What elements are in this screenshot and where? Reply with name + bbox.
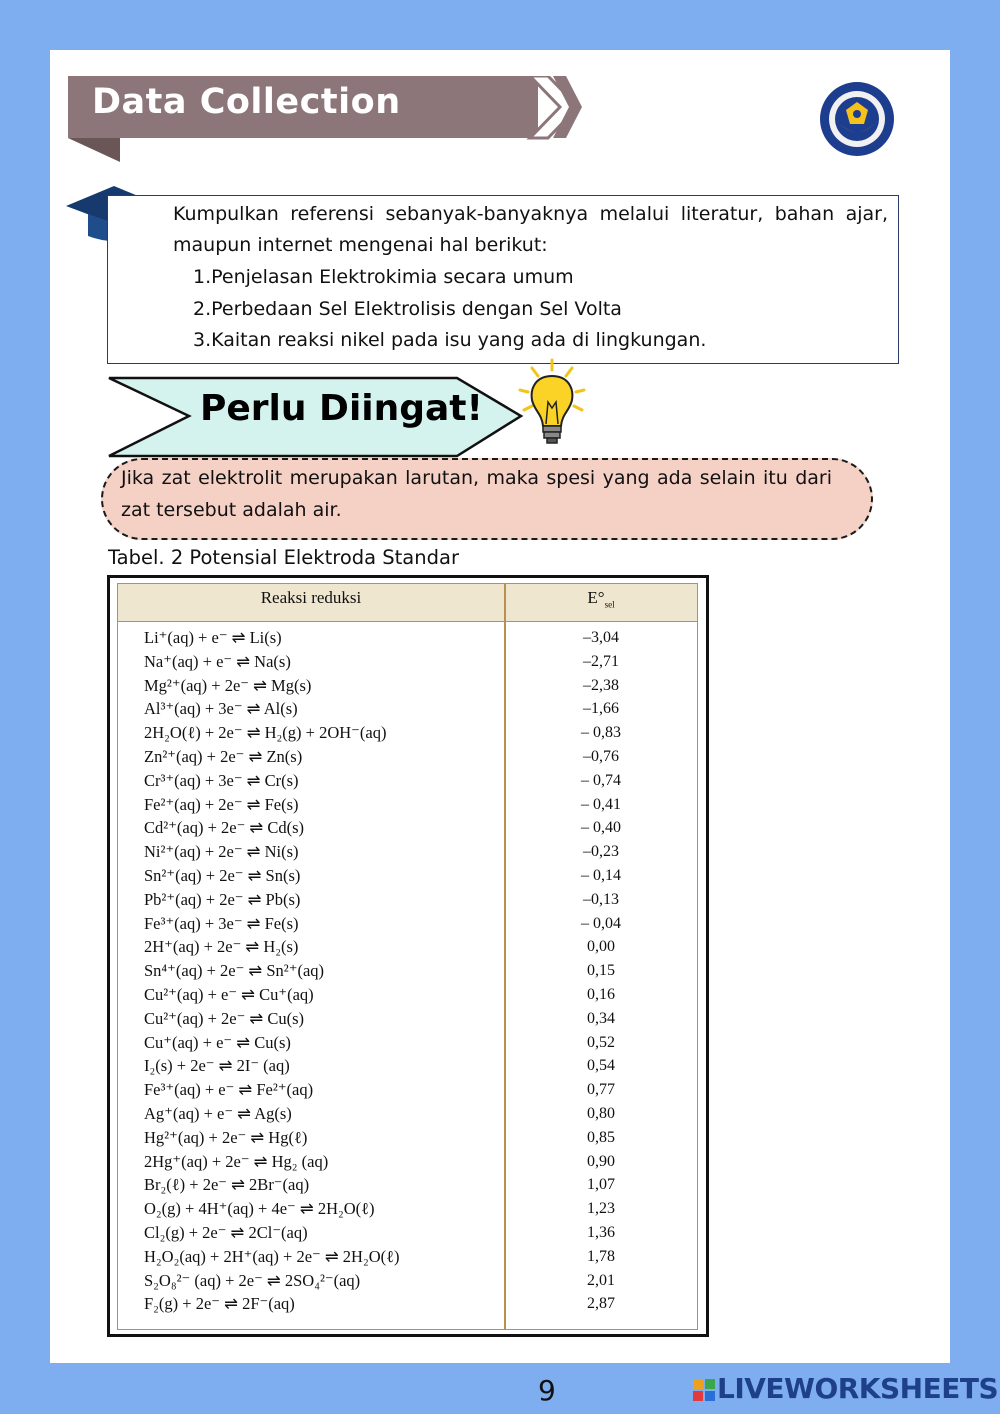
table-row-reaction: Cu⁺(aq) + e⁻ ⇌ Cu(s): [144, 1032, 291, 1052]
reminder-text: Jika zat elektrolit merupakan larutan, maka spesi yang ada selain itu dari zat tersebut adalah air.: [121, 467, 832, 521]
table-row-potential: 1,36: [587, 1224, 615, 1241]
table-row-potential: 0,00: [587, 938, 615, 956]
table-row-potential: 1,23: [587, 1200, 615, 1218]
list-item: 1.Penjelasan Elektrokimia secara umum: [193, 266, 574, 288]
table-row-potential: –0,13: [583, 890, 619, 908]
table-row-potential: –3,04: [583, 629, 619, 646]
table-row-potential: – 0,41: [581, 795, 621, 813]
table-row-reaction: Fe²⁺(aq) + 2e⁻ ⇌ Fe(s): [144, 794, 299, 814]
table-row-reaction: H₂O₂(aq) + 2H⁺(aq) + 2e⁻ ⇌ 2H₂O(ℓ): [144, 1246, 400, 1266]
table-row-reaction: Sn²⁺(aq) + 2e⁻ ⇌ Sn(s): [144, 866, 301, 885]
table-header-potential: $E^\circ_{sel}$: [587, 588, 615, 610]
table-row-reaction: 2H₂O(ℓ) + 2e⁻ ⇌ H₂(g) + 2OH⁻(aq): [144, 723, 387, 743]
table-row-reaction: Cd²⁺(aq) + 2e⁻ ⇌ Cd(s): [144, 818, 305, 838]
table-row-reaction: Zn²⁺(aq) + 2e⁻ ⇌ Zn(s): [144, 747, 303, 766]
table-row-potential: – 0,04: [581, 914, 621, 932]
table-row-potential: 2,87: [587, 1295, 615, 1313]
task-intro: Kumpulkan referensi sebanyak-banyaknya melalui literatur, bahan ajar, maupun internet mengenai hal berikut:: [173, 203, 888, 256]
table-row-potential: 0,90: [587, 1152, 615, 1170]
table-row-reaction: S₂O₈²⁻ (aq) + 2e⁻ ⇌ 2SO₄²⁻(aq): [144, 1270, 361, 1290]
table-row-reaction: 2Hg⁺(aq) + 2e⁻ ⇌ Hg₂ (aq): [144, 1151, 329, 1171]
table-row-potential: –0,76: [583, 748, 619, 765]
table-row-potential: 1,78: [587, 1247, 615, 1265]
table-row-potential: 0,34: [587, 1009, 615, 1027]
table-row-reaction: Fe³⁺(aq) + e⁻ ⇌ Fe²⁺(aq): [144, 1080, 314, 1100]
table-row-reaction: I₂(s) + 2e⁻ ⇌ 2I⁻ (aq): [144, 1056, 290, 1076]
table-row-potential: 0,85: [587, 1128, 615, 1146]
table-row-potential: 0,80: [587, 1105, 615, 1122]
table-row-reaction: Na⁺(aq) + e⁻ ⇌ Na(s): [144, 651, 291, 671]
table-row-reaction: Al³⁺(aq) + 3e⁻ ⇌ Al(s): [144, 699, 298, 719]
table-row-reaction: Fe³⁺(aq) + 3e⁻ ⇌ Fe(s): [144, 913, 299, 933]
table-row-reaction: Ag⁺(aq) + e⁻ ⇌ Ag(s): [144, 1104, 292, 1123]
table-row-reaction: Cu²⁺(aq) + e⁻ ⇌ Cu⁺(aq): [144, 985, 314, 1004]
table-row-reaction: Ni²⁺(aq) + 2e⁻ ⇌ Ni(s): [144, 842, 299, 862]
table-row-potential: 0,15: [587, 962, 615, 980]
table-row-reaction: F₂(g) + 2e⁻ ⇌ 2F⁻(aq): [144, 1294, 295, 1314]
table-row-reaction: Cr³⁺(aq) + 3e⁻ ⇌ Cr(s): [144, 770, 299, 790]
table-row-potential: –0,23: [583, 843, 619, 861]
table-row-potential: 0,52: [587, 1033, 615, 1051]
table-row-potential: 0,16: [587, 986, 615, 1003]
table-row-potential: 1,07: [587, 1176, 615, 1194]
table-header-reaction: Reaksi reduksi: [260, 588, 362, 607]
list-item: 2.Perbedaan Sel Elektrolisis dengan Sel Volta: [193, 297, 622, 320]
table-row-reaction: Cu²⁺(aq) + 2e⁻ ⇌ Cu(s): [144, 1008, 305, 1028]
table-row-potential: – 0,40: [581, 819, 621, 837]
task-list: [193, 262, 706, 357]
page-title: Data Collection: [92, 82, 401, 122]
table-row-potential: – 0,83: [581, 724, 621, 742]
table-row-potential: – 0,74: [581, 771, 621, 789]
table-row-reaction: Mg²⁺(aq) + 2e⁻ ⇌ Mg(s): [144, 675, 312, 695]
table-row-potential: 0,77: [587, 1081, 615, 1099]
list-item: 3.Kaitan reaksi nikel pada isu yang ada di lingkungan.: [193, 329, 707, 351]
table-row-potential: –2,71: [583, 652, 619, 670]
table-row-reaction: Br₂(ℓ) + 2e⁻ ⇌ 2Br⁻(aq): [144, 1175, 310, 1195]
lightbulb-icon: [512, 358, 604, 456]
table-row-potential: – 0,14: [581, 867, 621, 884]
table-row-reaction: Sn⁴⁺(aq) + 2e⁻ ⇌ Sn²⁺(aq): [144, 961, 325, 981]
table-row-reaction: Hg²⁺(aq) + 2e⁻ ⇌ Hg(ℓ): [144, 1127, 308, 1147]
liveworksheets-brand: LIVEWORKSHEETS: [717, 1372, 999, 1405]
reminder-title: Perlu Diingat!: [200, 388, 483, 429]
university-logo-icon: [818, 80, 896, 158]
table-caption: Tabel. 2 Potensial Elektroda Standar: [108, 546, 459, 569]
table-row-reaction: Li⁺(aq) + e⁻ ⇌ Li(s): [144, 628, 282, 647]
table-row-reaction: 2H⁺(aq) + 2e⁻ ⇌ H₂(s): [144, 937, 299, 957]
table-row-potential: 0,54: [587, 1057, 615, 1075]
table-row-reaction: Pb²⁺(aq) + 2e⁻ ⇌ Pb(s): [144, 889, 301, 909]
table-row-potential: –1,66: [583, 700, 619, 718]
liveworksheets-logo-icon: [693, 1379, 715, 1401]
table-row-reaction: O₂(g) + 4H⁺(aq) + 4e⁻ ⇌ 2H₂O(ℓ): [144, 1199, 375, 1219]
page-number: 9: [538, 1374, 556, 1407]
table-row-potential: 2,01: [587, 1271, 615, 1289]
table-row-potential: –2,38: [583, 676, 619, 694]
table-row-reaction: Cl₂(g) + 2e⁻ ⇌ 2Cl⁻(aq): [144, 1223, 308, 1242]
